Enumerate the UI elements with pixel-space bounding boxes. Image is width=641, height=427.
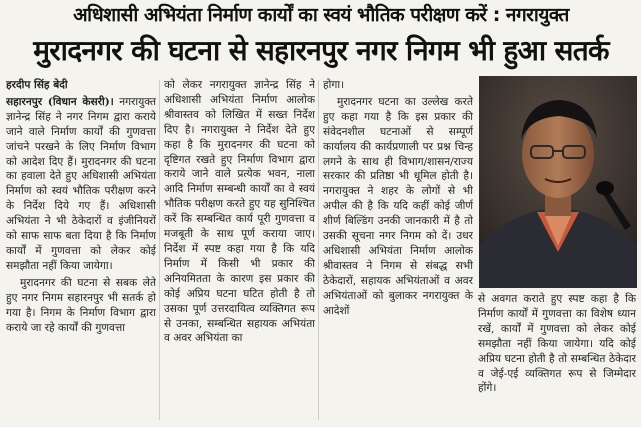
article-column-4: [478, 292, 636, 423]
portrait-illustration: [479, 76, 637, 288]
article-column-2: [164, 78, 315, 423]
dateline: सहारनपुर (विधान केसरी)।: [6, 95, 114, 108]
column-divider: [159, 80, 160, 420]
paragraph: को लेकर नगरायुक्त ज्ञानेन्द्र सिंह ने अधिशासी अभियंता निर्माण आलोक श्रीवास्तव को लिखित में सख्त निर्देश दिए है। नगरायुक्त ने निर्देश देते हुए कहा है कि मुरादनगर की घटना को दृष्टिगत रखते हुए निर्माण विभाग द्वारा कराये जाने वाले प्रत्येक भवन, नाला आदि निर्माण सम्बन्धी कार्यों का वे स्वयं भौतिक परीक्षण करते हुए यह सुनिश्चित करें कि सम्बन्धित कार्य पूरी गुणवत्ता व मजबूती के साथ पूर्ण कराया जाए। निर्देश में स्पष्ट कहा गया है कि यदि निर्माण में किसी भी प्रकार की अनियमितता के कारण इस प्रकार की कोई अप्रिय घटना घटित होती है तो उसका पूर्ण उत्तरदायित्व व्यक्तिगत रूप से उनका, सम्बन्धित सहायक अभियंता व अवर अभियंता का: [164, 79, 315, 345]
paragraph: से अवगत कराते हुए स्पष्ट कहा है कि निर्माण कार्यों में गुणवत्ता का विशेष ध्यान रखें, कार्यों में गुणवत्ता को लेकर कोई समझौता नहीं किया जायेगा। यदि कोई अप्रिय घटना होती है तो सम्बन्धित ठेकेदार व जेई-एई व्यक्तिगत रूप से जिम्मेदार होंगे।: [478, 293, 636, 395]
byline: हरदीप सिंह बेदी: [6, 79, 68, 91]
kicker-headline: अधिशासी अभियंता निर्माण कार्यों का स्वयं भौतिक परीक्षण करें : नगरायुक्त: [73, 4, 569, 26]
paragraph: [6, 95, 156, 274]
paragraph: होगा।: [323, 79, 345, 91]
paragraph: मुरादनगर घटना का उल्लेख करते हुए कहा गया है कि इस प्रकार की संवेदनशील घटनाओं से सम्पूर्ण कार्यालय की कार्यप्रणाली पर प्रश्न चिन्ह लगने के साथ ही विभाग/शासन/राज्य सरकार की प्रतिष्ठा भी धूमिल होती है। नगरायुक्त ने शहर के लोगों से भी अपील की है कि यदि कहीं कोई जीर्ण शीर्ण बिल्डिंग उनकी जानकारी में है तो उसकी सूचना नगर निगम को दें। उधर अधिशासी अभियंता निर्माण आलोक श्रीवास्तव ने निगम से संबद्ध सभी ठेकेदारों, सहायक अभियंताओं व अवर अभियंताओं को बुलाकर नगरायुक्त के आदेशों: [323, 95, 473, 317]
paragraph-text: नगरायुक्त ज्ञानेन्द्र सिंह ने नगर निगम द्वारा कराये जाने वाले निर्माण कार्यों की गुणवत्ता जांचने परखने के लिए निर्माण विभाग को आदेश दिए हैं। मुरादनगर की घटना का हवाला देते हुए अधिशासी अभियंता निर्माण को स्वयं भौतिक परीक्षण करने के निर्देश दिये गए हैं। अधिशासी अभियंता ने भी ठेकेदारों व इंजीनियरों को साफ साफ बता दिया है कि निर्माण कार्यों में गुणवत्ता को लेकर कोई समझौता नहीं किया जायेगा।: [6, 95, 156, 272]
paragraph: मुरादनगर की घटना से सबक लेते हुए नगर निगम सहारनपुर भी सतर्क हो गया है। निगम के निर्माण विभाग द्वारा कराये जा रहे कार्यों की गुणवत्ता: [6, 276, 156, 334]
article-column-3: [323, 78, 473, 423]
main-headline: मुरादनगर की घटना से सहारनपुर नगर निगम भी हुआ सतर्क: [33, 34, 609, 67]
portrait-photo: [479, 76, 637, 288]
article-column-1: [6, 78, 156, 423]
column-divider: [318, 80, 319, 420]
